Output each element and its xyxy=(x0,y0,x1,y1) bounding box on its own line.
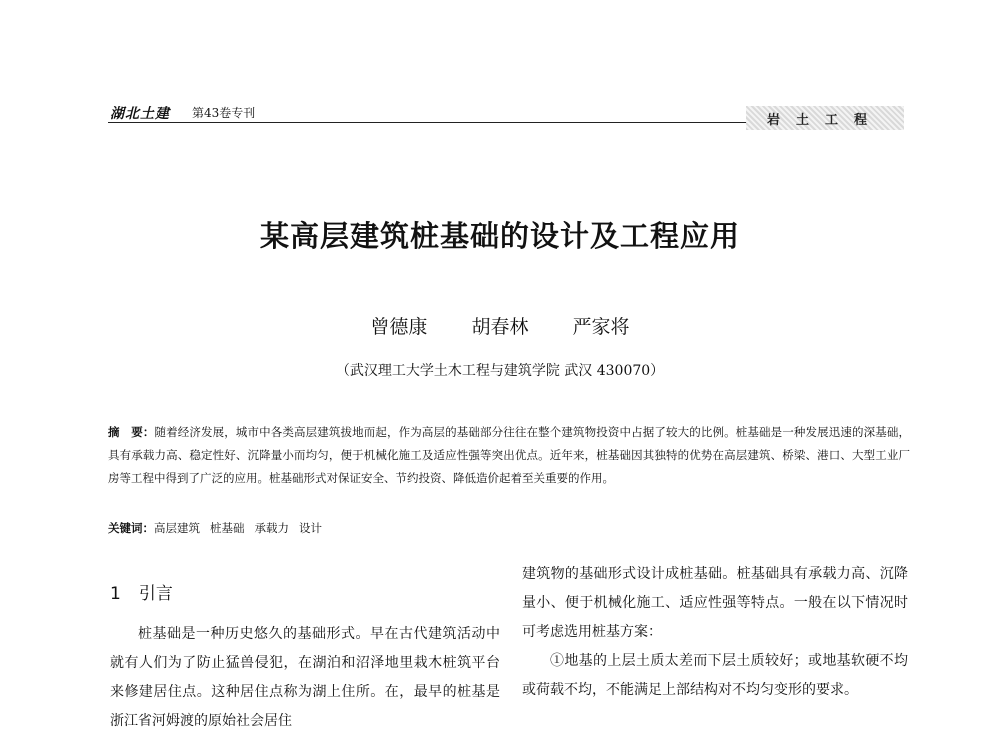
body-paragraph: ①地基的上层土质太差而下层土质较好；或地基软硬不均或荷载不均，不能满足上部结构对不均匀变形的要求。 xyxy=(522,653,908,698)
body-column-left: 桩基础是一种历史悠久的基础形式。早在古代建筑活动中就有人们为了防止猛兽侵犯，在湖泊和沼泽地里栽木桩筑平台来修建居住点。这种居住点称为湖上住所。在，最早的桩基是浙江省河姆渡的原始社会居住 xyxy=(110,626,500,729)
body-column-right xyxy=(522,560,908,705)
keywords xyxy=(108,518,910,538)
section-heading xyxy=(110,579,173,604)
keyword-4: 设计 xyxy=(299,521,322,535)
keywords-label: 关键词： xyxy=(108,521,154,535)
author-1: 曾德康 xyxy=(370,316,428,338)
keyword-1: 高层建筑 xyxy=(154,521,200,535)
paper-title: 某高层建筑桩基础的设计及工程应用 xyxy=(259,219,740,253)
abstract-label: 摘 要： xyxy=(108,425,155,439)
keyword-2: 桩基础 xyxy=(210,521,245,535)
body-paragraph: 建筑物的基础形式设计成桩基础。桩基础具有承载力高、沉降量小、便于机械化施工、适应性强等特点。一般在以下情况时可考虑选用桩基方案： xyxy=(522,566,908,640)
keyword-3: 承载力 xyxy=(254,521,289,535)
issue-label: 第43卷专刊 xyxy=(192,106,256,120)
abstract xyxy=(108,421,910,490)
author-2: 胡春林 xyxy=(471,316,529,338)
journal-name: 湖北土建 xyxy=(110,106,170,122)
affiliation: （武汉理工大学土木工程与建筑学院 武汉 430070） xyxy=(335,363,665,379)
section-title: 引言 xyxy=(138,584,173,604)
section-badge: 岩土工程 xyxy=(746,106,904,130)
author-list xyxy=(0,312,1000,339)
section-number: 1 xyxy=(110,584,121,604)
author-3: 严家将 xyxy=(572,316,630,338)
abstract-text: 随着经济发展，城市中各类高层建筑拔地而起，作为高层的基础部分往往在整个建筑物投资中占据了较大的比例。桩基础是一种发展迅速的深基础，具有承载力高、稳定性好、沉降量小而均匀，便于机械化施工及适应性强等突出优点。近年来，桩基础因其独特的优势在高层建筑、桥梁、港口、大型工业厂房等工程中得到了广泛的应用。桩基础形式对保证安全、节约投资、降低造价起着至关重要的作用。 xyxy=(108,425,910,485)
